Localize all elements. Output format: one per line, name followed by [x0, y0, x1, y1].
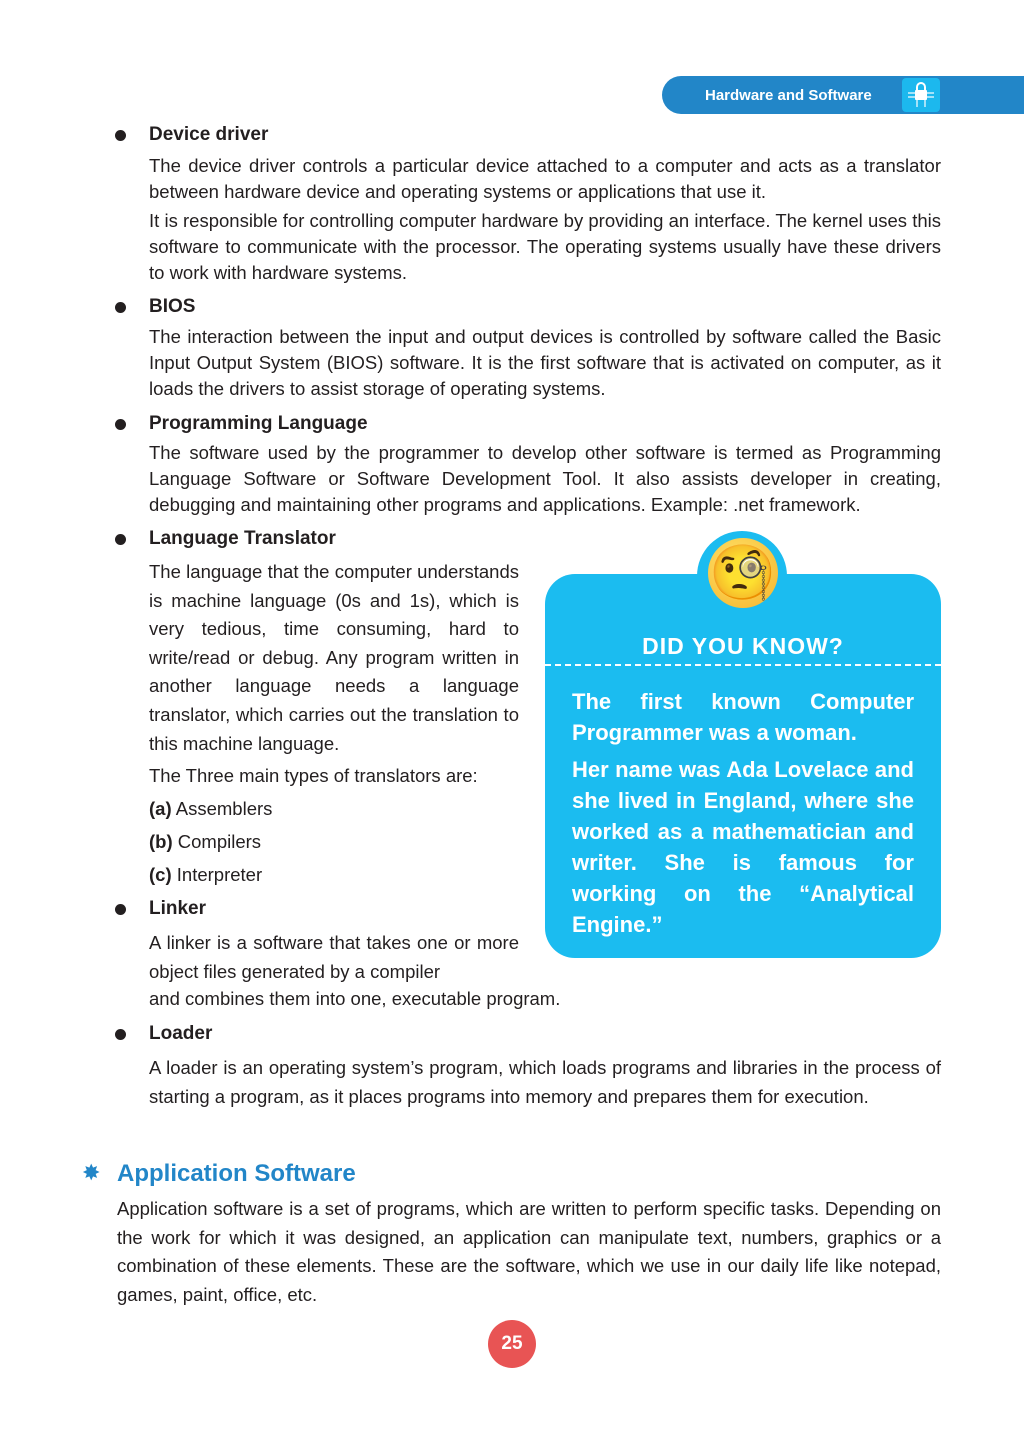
programming-language-text: The software used by the programmer to develop other software is termed as Programming Language Software or Software Development Tool. It also assists developer in creating, debugging and maintaining other programs and applications. Example: .net framework.: [149, 442, 941, 515]
device-driver-text-1: The device driver controls a particular device attached to a computer and acts as a translator between hardware device and operating systems or applications that use it.: [149, 155, 941, 202]
bios-text: The interaction between the input and output devices is controlled by software called the Basic Input Output System (BIOS) software. It is the first software that is activated on computer, as it loads the drivers to assist storage of operating systems.: [149, 326, 941, 399]
circuit-lock-icon: [902, 78, 940, 112]
chapter-title: Hardware and Software: [705, 87, 872, 104]
bullet-icon: [115, 1029, 126, 1040]
dashed-divider: [545, 664, 941, 666]
bullet-icon: [115, 130, 126, 141]
application-software-text: Application software is a set of programs, which are written to perform specific tasks. Depending on the work for which it was designed, an application can manipulate text, numbers, graphics or a combination of these elements. These are the software, which we use in our daily life like notepad, games, paint, office, etc.: [117, 1198, 941, 1306]
loader-heading: Loader: [149, 1023, 213, 1044]
translator-item-b: (b) Compilers: [149, 831, 262, 852]
linker-text-a: A linker is a software that takes one or more object files generated by a compiler: [149, 932, 519, 982]
linker-heading: Linker: [149, 898, 207, 919]
translator-item-a: (a) Assemblers: [149, 798, 273, 819]
star-icon: ✸: [82, 1160, 101, 1185]
did-you-know-title: DID YOU KNOW?: [642, 633, 844, 659]
language-translator-text: The language that the computer understands is machine language (0s and 1s), which is very tedious, time consuming, hard to write/read or debug. Any program written in another language needs a language translator, which carries out the translation to this machine language.: [149, 561, 519, 754]
loader-text: A loader is an operating system’s program, which loads programs and libraries in the process of starting a program, as it places programs into memory and prepares them for execution.: [149, 1057, 941, 1107]
did-you-know-text-1: The first known Computer Programmer was a woman.: [572, 689, 914, 745]
page-number: 25: [488, 1320, 536, 1368]
device-driver-heading: Device driver: [149, 124, 269, 145]
device-driver-text-2: It is responsible for controlling computer hardware by providing an interface. The kernel uses this software to communicate with the processor. The operating systems usually have these drivers to work with hardware systems.: [149, 210, 941, 283]
bullet-icon: [115, 534, 126, 545]
bullet-icon: [115, 904, 126, 915]
bios-heading: BIOS: [149, 296, 196, 317]
programming-language-heading: Programming Language: [149, 413, 368, 434]
translator-item-c: (c) Interpreter: [149, 864, 263, 885]
did-you-know-text-2: Her name was Ada Lovelace and she lived in England, where she worked as a mathematician and writer. She is famous for working on the “Analytical Engine.”: [572, 757, 914, 937]
thinking-monocle-emoji-icon: 🧐: [708, 538, 778, 608]
translator-types-intro: The Three main types of translators are:: [149, 765, 478, 786]
bullet-icon: [115, 419, 126, 430]
application-software-heading: Application Software: [117, 1160, 356, 1187]
bullet-icon: [115, 302, 126, 313]
linker-text-b: and combines them into one, executable program.: [149, 988, 561, 1009]
language-translator-heading: Language Translator: [149, 528, 336, 549]
